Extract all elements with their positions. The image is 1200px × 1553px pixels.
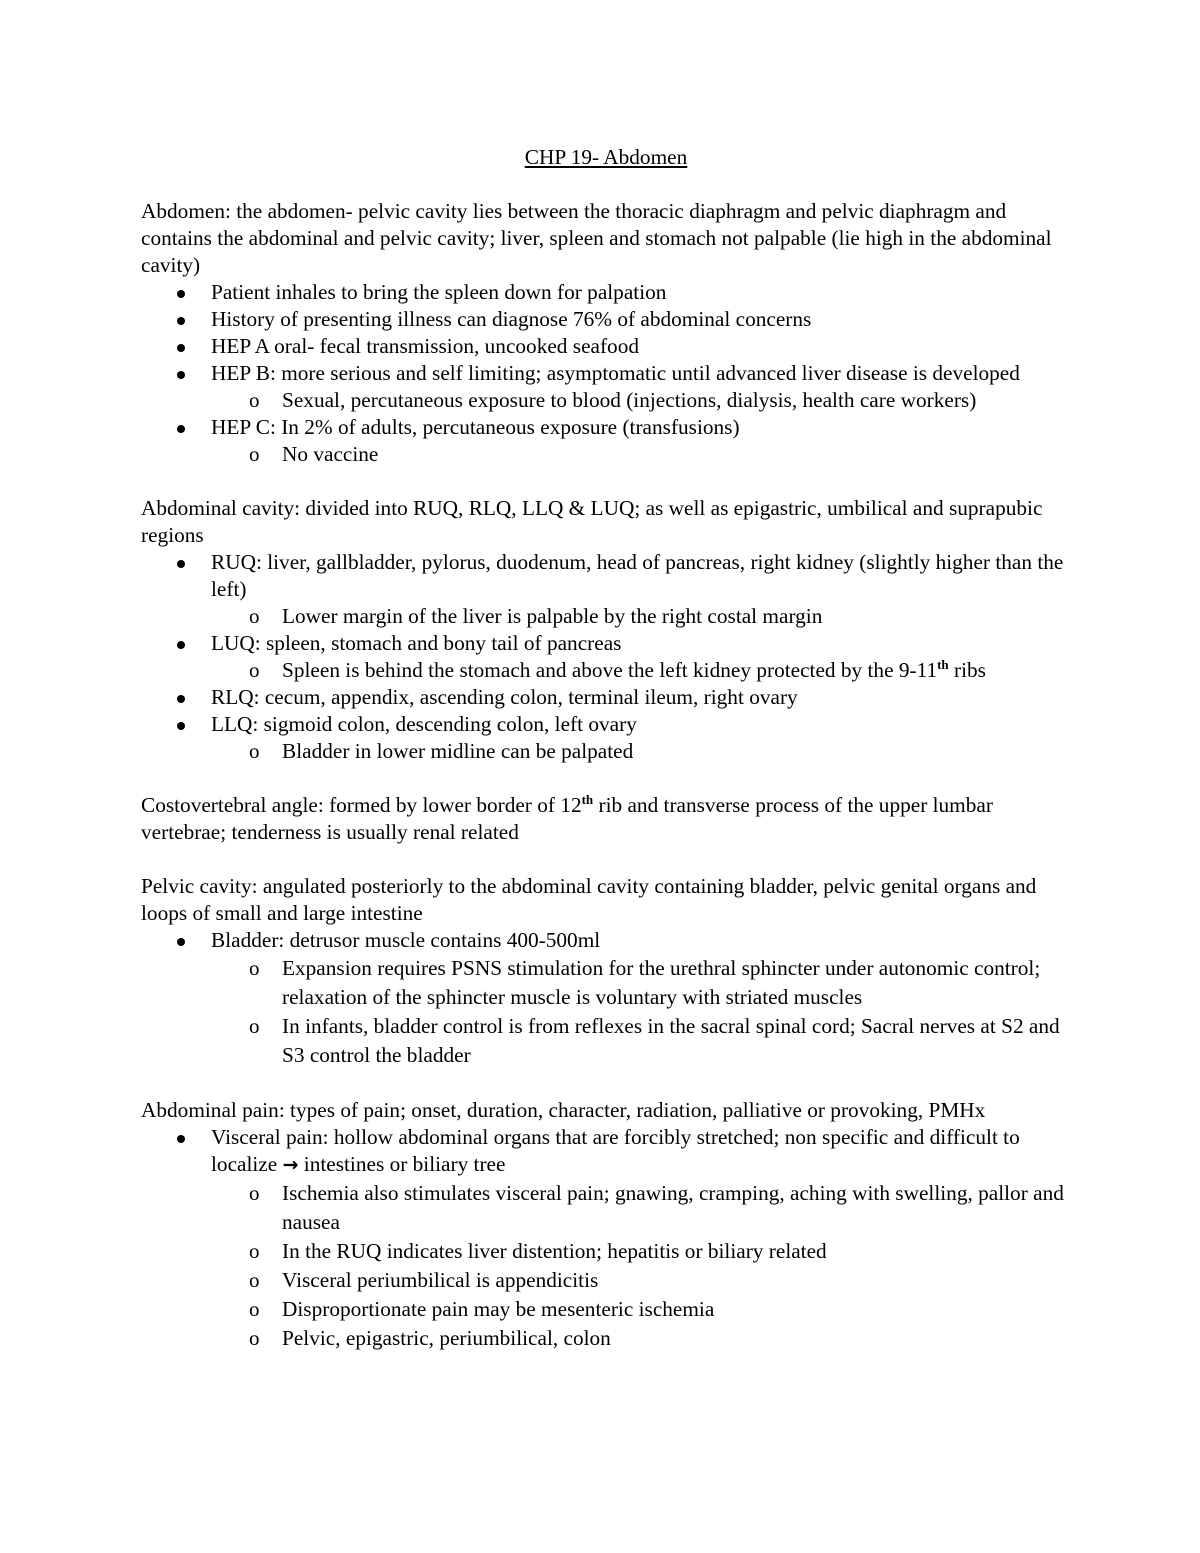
bullet-icon <box>177 695 185 703</box>
sub-list-item: o Visceral periumbilical is appendicitis <box>141 1266 1071 1295</box>
sub-list-item: o In the RUQ indicates liver distention; hepatitis or biliary related <box>141 1237 1071 1266</box>
list-item: HEP A oral- fecal transmission, uncooked seafood <box>141 333 1071 360</box>
list-item: LLQ: sigmoid colon, descending colon, left ovary <box>141 711 1071 738</box>
sub-list-item: o Expansion requires PSNS stimulation for the urethral sphincter under autonomic control; relaxation of the sphincter muscle is voluntary with striated muscles <box>249 956 1041 1009</box>
sub-list-item: o Bladder in lower midline can be palpated <box>249 739 634 763</box>
list-item: LUQ: spleen, stomach and bony tail of pancreas <box>141 630 1071 657</box>
sub-list-item: o Sexual, percutaneous exposure to blood (injections, dialysis, health care workers) <box>249 388 977 412</box>
pain-intro: Abdominal pain: types of pain; onset, duration, character, radiation, palliative or provoking, PMHx <box>141 1098 986 1122</box>
sub-bullet-icon: o <box>249 442 260 466</box>
sub-bullet-icon: o <box>249 388 260 412</box>
bullet-icon <box>177 290 185 298</box>
bullet-icon <box>177 641 185 649</box>
sub-list-item: o Pelvic, epigastric, periumbilical, colon <box>141 1324 1071 1353</box>
pain-list <box>141 1124 1071 1353</box>
sub-bullet-icon: o <box>249 1014 260 1038</box>
document-content <box>141 144 1071 1353</box>
bullet-icon <box>177 317 185 325</box>
list-item: RLQ: cecum, appendix, ascending colon, terminal ileum, right ovary <box>141 684 1071 711</box>
page-title: CHP 19- Abdomen <box>524 145 688 169</box>
sub-bullet-icon: o <box>249 1326 260 1350</box>
abdomen-intro: Abdomen: the abdomen- pelvic cavity lies between the thoracic diaphragm and pelvic diaphragm and contains the abdominal and pelvic cavity; liver, spleen and stomach not palpable (lie high in the abdominal cavity) <box>141 199 1052 277</box>
bullet-icon <box>177 560 185 568</box>
arrow-right-icon: → <box>282 1154 299 1176</box>
bullet-icon <box>177 1135 185 1143</box>
cva-paragraph: Costovertebral angle: formed by lower border of 12th rib and transverse process of the upper lumbar vertebrae; tenderness is usually renal related <box>141 791 993 844</box>
sub-list-item: o No vaccine <box>249 442 379 466</box>
bullet-icon <box>177 371 185 379</box>
sub-bullet-icon: o <box>249 739 260 763</box>
sub-bullet-icon: o <box>249 1297 260 1321</box>
pelvic-intro: Pelvic cavity: angulated posteriorly to the abdominal cavity containing bladder, pelvic genital organs and loops of small and large intestine <box>141 874 1037 925</box>
list-item: Visceral pain: hollow abdominal organs that are forcibly stretched; non specific and difficult to localize → intestines or biliary tree <box>141 1124 1071 1179</box>
bullet-icon <box>177 344 185 352</box>
bullet-icon <box>177 425 185 433</box>
list-item: RUQ: liver, gallbladder, pylorus, duodenum, head of pancreas, right kidney (slightly higher than the left) <box>141 549 1071 603</box>
sub-bullet-icon: o <box>249 604 260 628</box>
sub-bullet-icon: o <box>249 1181 260 1205</box>
bullet-icon <box>177 938 185 946</box>
list-item: Bladder: detrusor muscle contains 400-500ml <box>141 927 1071 954</box>
list-item: History of presenting illness can diagnose 76% of abdominal concerns <box>141 306 1071 333</box>
sub-list-item: o Ischemia also stimulates visceral pain; gnawing, cramping, aching with swelling, pallor and nausea <box>249 1181 1064 1234</box>
list-item: Patient inhales to bring the spleen down for palpation <box>141 279 1071 306</box>
list-item: HEP C: In 2% of adults, percutaneous exposure (transfusions) <box>141 414 1071 441</box>
sub-bullet-icon: o <box>249 658 260 682</box>
sub-list-item: o In infants, bladder control is from reflexes in the sacral spinal cord; Sacral nerves at S2 and S3 control the bladder <box>249 1014 1060 1067</box>
sub-bullet-icon: o <box>249 1268 260 1292</box>
sub-bullet-icon: o <box>249 1239 260 1263</box>
cavity-list <box>141 549 1071 765</box>
sub-list-item: o Lower margin of the liver is palpable by the right costal margin <box>249 604 823 628</box>
sub-bullet-icon: o <box>249 956 260 980</box>
list-item: HEP B: more serious and self limiting; asymptomatic until advanced liver disease is developed <box>141 360 1071 387</box>
sub-list-item: o Disproportionate pain may be mesenteric ischemia <box>141 1295 1071 1324</box>
abdomen-list <box>141 279 1071 468</box>
bullet-icon <box>177 722 185 730</box>
cavity-intro: Abdominal cavity: divided into RUQ, RLQ, LLQ & LUQ; as well as epigastric, umbilical and suprapubic regions <box>141 496 1043 547</box>
pelvic-list <box>141 927 1071 1070</box>
sub-list-item: o Spleen is behind the stomach and above the left kidney protected by the 9-11th ribs <box>249 656 986 682</box>
